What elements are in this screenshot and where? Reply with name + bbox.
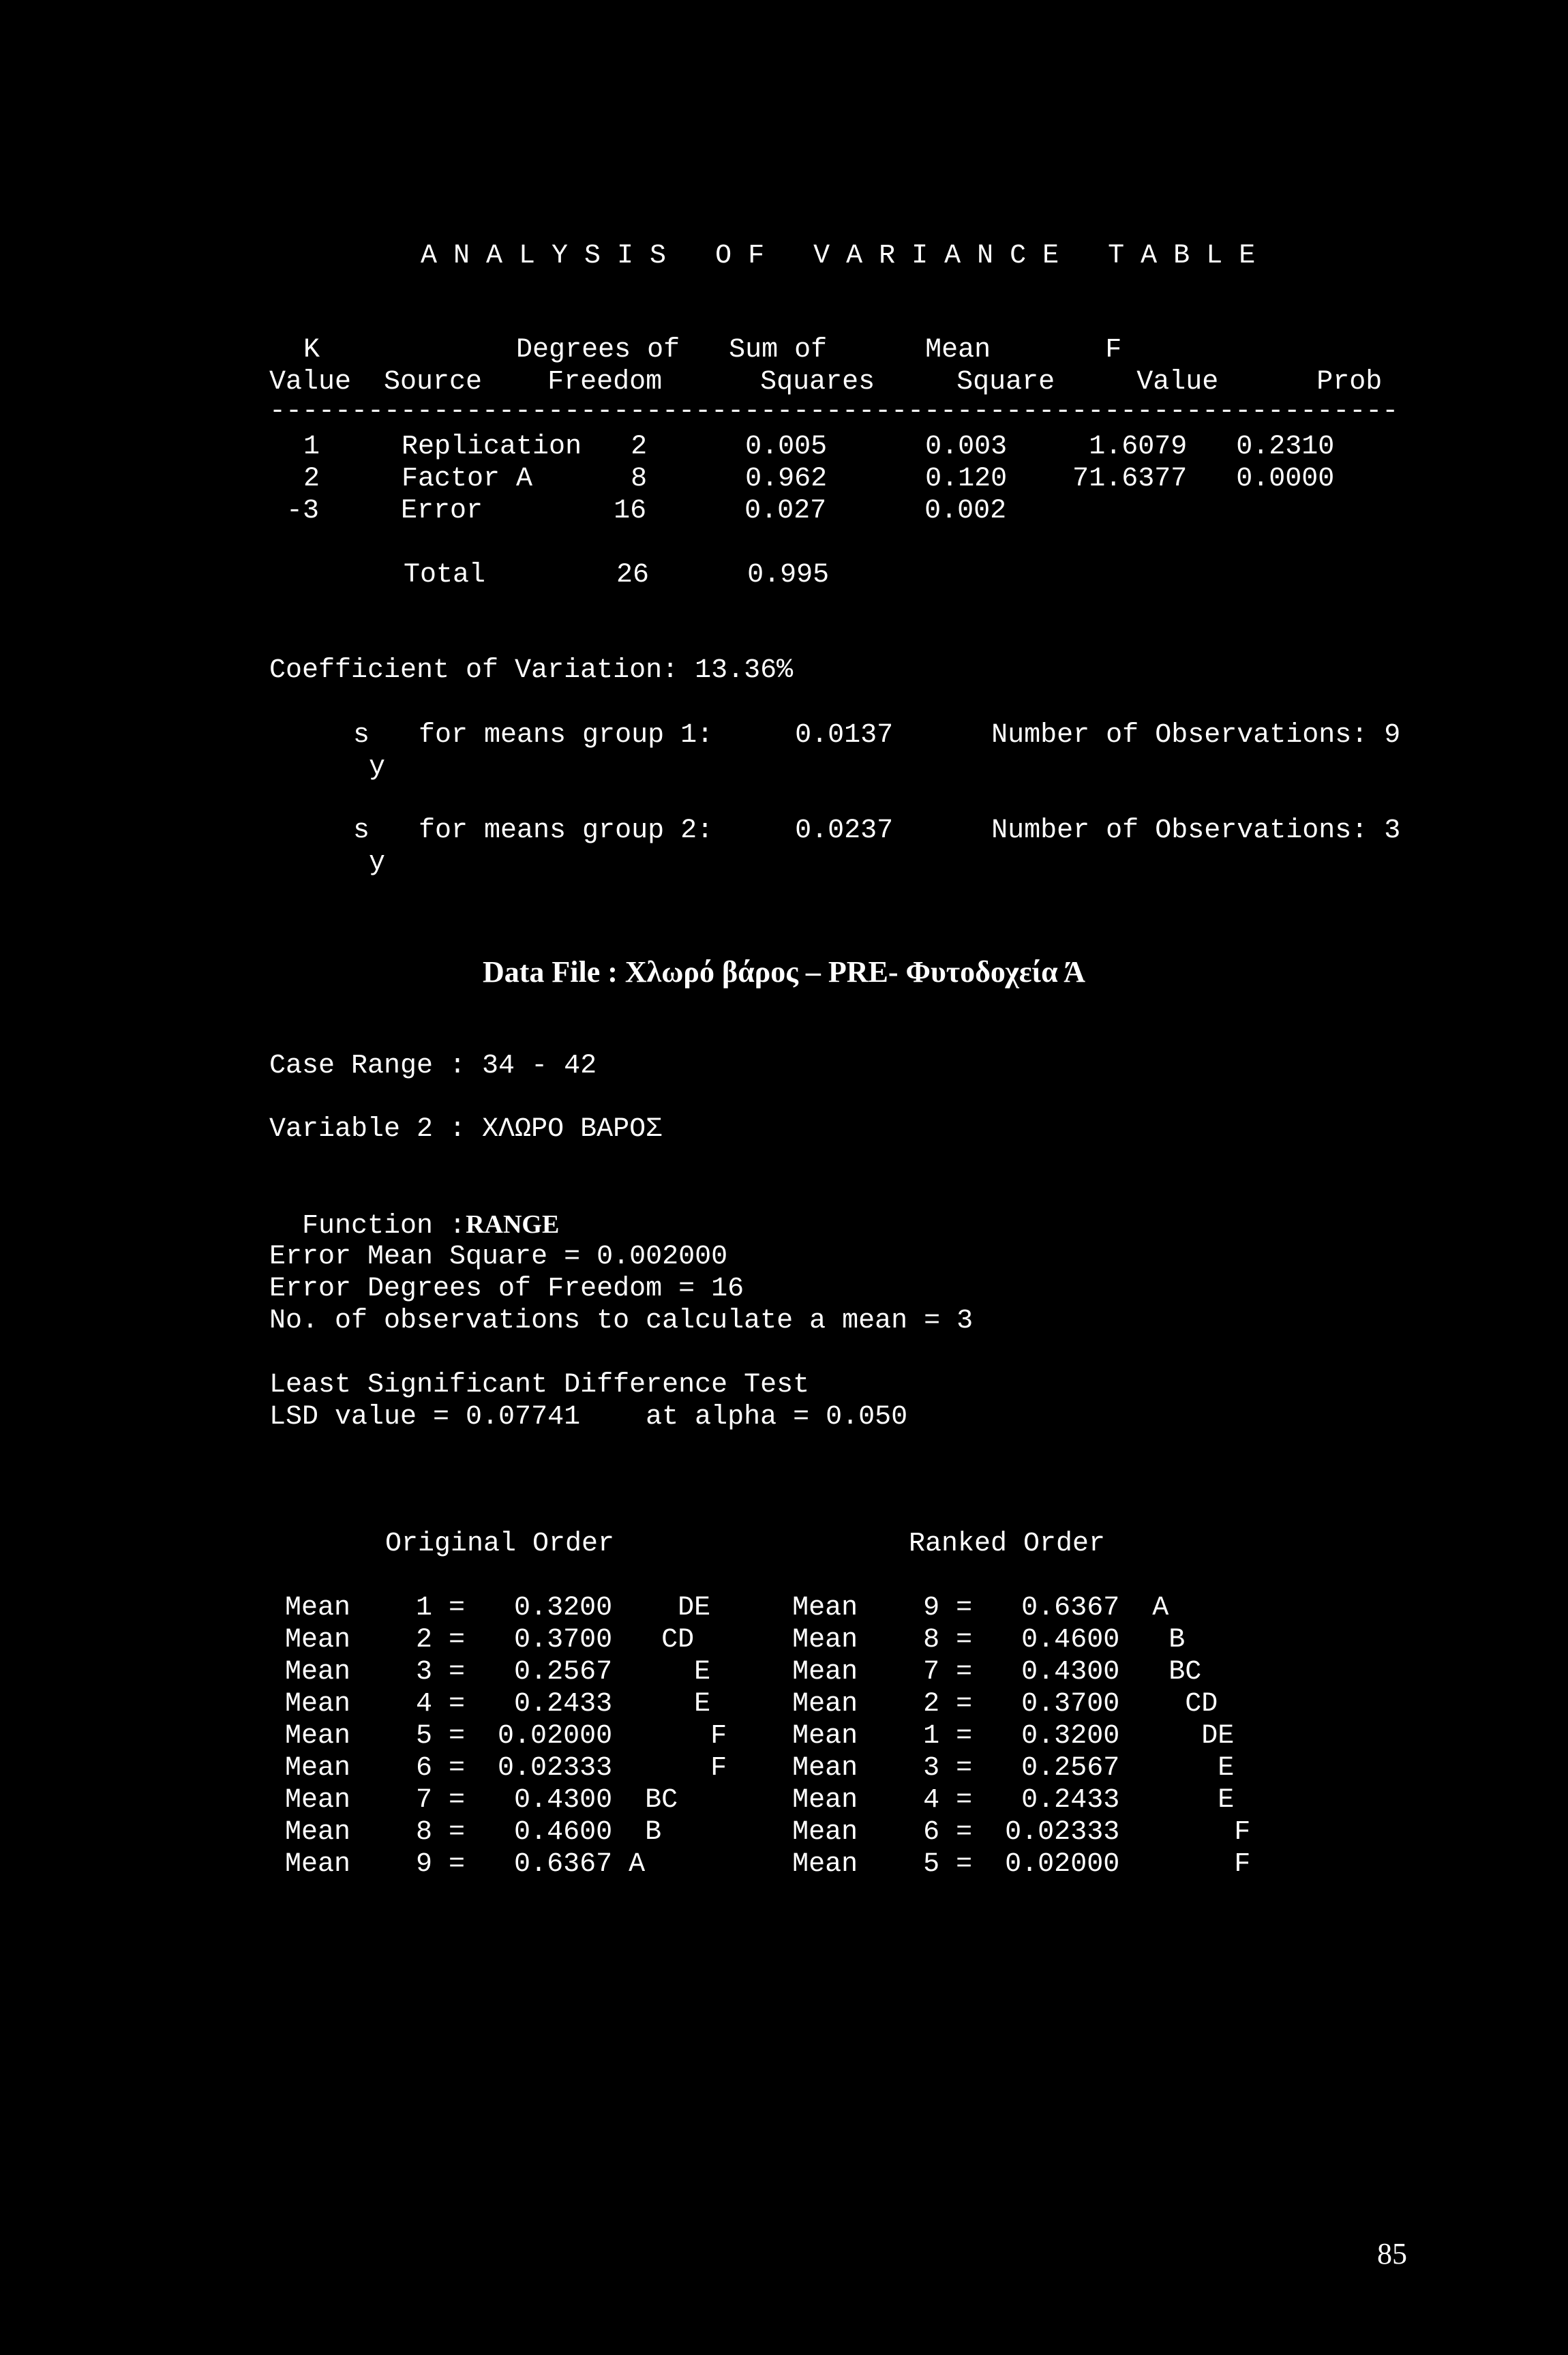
anova-divider: --------------------------------------------------------------------- bbox=[269, 396, 1399, 427]
ranked-order-header: Ranked Order bbox=[909, 1529, 1106, 1559]
variable-line: Variable 2 : ΧΛΩΡΟ ΒΑΡΟΣ bbox=[269, 1114, 663, 1145]
means-row: Mean 5 = 0.02000 F Mean 1 = 0.3200 DE bbox=[285, 1721, 1235, 1752]
means-row: Mean 6 = 0.02333 F Mean 3 = 0.2567 E bbox=[285, 1753, 1235, 1784]
anova-row-total: Total 26 0.995 bbox=[404, 560, 830, 590]
original-order-header: Original Order bbox=[385, 1529, 615, 1559]
sy-group-1-line: s for means group 1: 0.0137 Number of Observations: 9 bbox=[353, 720, 1401, 751]
anova-row-error: -3 Error 16 0.027 0.002 bbox=[286, 496, 1007, 526]
means-row: Mean 4 = 0.2433 E Mean 2 = 0.3700 CD bbox=[285, 1689, 1218, 1720]
coefficient-of-variation: Coefficient of Variation: 13.36% bbox=[269, 655, 794, 686]
means-row: Mean 2 = 0.3700 CD Mean 8 = 0.4600 B bbox=[285, 1625, 1186, 1655]
observations-per-mean: No. of observations to calculate a mean = 3 bbox=[269, 1306, 974, 1336]
means-row: Mean 9 = 0.6367 A Mean 5 = 0.02000 F bbox=[285, 1849, 1251, 1880]
sy-group-2-subscript: y bbox=[369, 847, 386, 878]
sy-group-1-subscript: y bbox=[369, 752, 386, 783]
function-value: RANGE bbox=[466, 1210, 560, 1239]
means-row: Mean 8 = 0.4600 B Mean 6 = 0.02333 F bbox=[285, 1817, 1251, 1848]
means-row: Mean 1 = 0.3200 DE Mean 9 = 0.6367 A bbox=[285, 1593, 1169, 1623]
lsd-test-name: Least Significant Difference Test bbox=[269, 1370, 810, 1400]
lsd-value-line: LSD value = 0.07741 at alpha = 0.050 bbox=[269, 1402, 908, 1432]
means-row: Mean 7 = 0.4300 BC Mean 4 = 0.2433 E bbox=[285, 1785, 1235, 1816]
means-row: Mean 3 = 0.2567 E Mean 7 = 0.4300 BC bbox=[285, 1657, 1202, 1687]
data-file-title: Data File : Χλωρό βάρος – PRE- Φυτοδοχεία Ά bbox=[482, 955, 1086, 989]
case-range: Case Range : 34 - 42 bbox=[269, 1051, 597, 1081]
anova-title: A N A L Y S I S O F V A R I A N C E T A B L E bbox=[421, 241, 1256, 271]
sy-group-2-line: s for means group 2: 0.0237 Number of Observations: 3 bbox=[353, 815, 1401, 846]
anova-row-factor-a: 2 Factor A 8 0.962 0.120 71.6377 0.0000 bbox=[303, 464, 1335, 494]
function-line bbox=[269, 1177, 559, 1242]
anova-row-replication: 1 Replication 2 0.005 0.003 1.6079 0.2310 bbox=[303, 432, 1335, 462]
error-mean-square: Error Mean Square = 0.002000 bbox=[269, 1242, 728, 1272]
anova-header-row-2: Value Source Freedom Squares Square Value Prob bbox=[269, 367, 1383, 397]
function-label: Function : bbox=[302, 1211, 466, 1242]
page-number: 85 bbox=[1377, 2237, 1407, 2270]
error-degrees-of-freedom: Error Degrees of Freedom = 16 bbox=[269, 1274, 744, 1304]
anova-header-row-1: K Degrees of Sum of Mean F bbox=[303, 335, 1122, 365]
